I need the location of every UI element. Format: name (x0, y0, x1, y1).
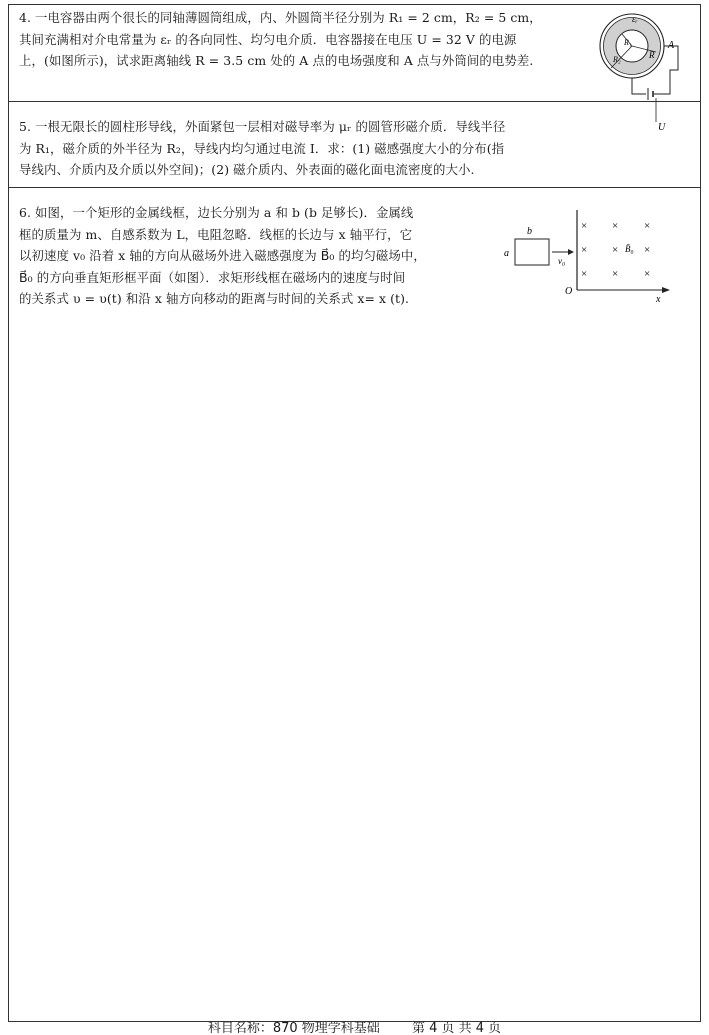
origin-label: O (565, 286, 573, 297)
page-footer (0, 1022, 709, 1035)
velocity-arrowhead (568, 249, 574, 255)
field-b0-label: B̄₀ (625, 244, 634, 254)
field-cross-mark: × (581, 268, 588, 280)
side-a-label: a (504, 248, 509, 259)
side-b-label: b (527, 226, 532, 237)
field-cross-mark: × (581, 220, 588, 232)
field-cross-mark: × (612, 220, 619, 232)
question-4-line: 其间充满相对介电常量为 εᵣ 的各向同性、均匀电介质．电容器接在电压 U = 32 V 的电源 (19, 31, 517, 47)
question-5-line: 5. 一根无限长的圆柱形导线，外面紧包一层相对磁导率为 μᵣ 的圆管形磁介质．导线半径 (19, 119, 506, 134)
field-cross-mark: × (644, 220, 651, 232)
x-axis-arrowhead (662, 287, 670, 293)
r-label: R (649, 50, 655, 60)
field-cross-mark: × (612, 244, 619, 256)
question-6-line: 框的质量为 m、自感系数为 L，电阻忽略．线框的长边与 x 轴平行，它 (19, 226, 413, 242)
subject-name: 科目名称：870 物理学科基础 (207, 1022, 380, 1035)
field-cross-mark: × (612, 268, 619, 280)
velocity-label: v₀ (558, 256, 566, 266)
field-cross-mark: × (644, 268, 651, 280)
r2-label: R₂ (613, 55, 621, 64)
question-4-line: 上，(如图所示)，试求距离轴线 R = 3.5 cm 处的 A 点的电场强度和 A 点与外筒间的电势差. (19, 53, 534, 68)
question-4-text (19, 7, 542, 72)
question-6-line: 以初速度 v₀ 沿着 x 轴的方向从磁场外进入磁感强度为 B⃗₀ 的均匀磁场中， (19, 248, 426, 263)
question-6-line: 6. 如图，一个矩形的金属线框，边长分别为 a 和 b (b 足够长)．金属线 (19, 205, 414, 220)
question-5-line: 为 R₁，磁介质的外半径为 R₂，导线内均匀通过电流 I．求：(1) 磁感强度大小的分布(指 (19, 140, 505, 156)
epsilon-label: εᵣ (632, 14, 638, 24)
question-4-line: 4. 一电容器由两个很长的同轴薄圆筒组成，内、外圆筒半径分别为 R₁ = 2 cm，R₂ = 5 cm， (19, 10, 542, 25)
question-5-line: 导线内、介质内及介质以外空间)；(2) 磁介质内、外表面的磁化面电流密度的大小. (19, 162, 475, 177)
voltage-label: U (658, 122, 666, 133)
divider-q5 (8, 187, 701, 188)
question-6-line: 的关系式 υ = υ(t) 和沿 x 轴方向移动的距离与时间的关系式 x= x (t). (19, 291, 410, 306)
field-cross-mark: × (581, 244, 588, 256)
x-axis-label: x (656, 294, 661, 305)
capacitor-figure (598, 8, 698, 133)
point-a-label: A (668, 40, 675, 51)
wire-frame (515, 239, 549, 265)
question-6-text (19, 202, 426, 310)
question-5-text (19, 116, 505, 181)
question-6-line: B⃗₀ 的方向垂直矩形框平面（如图）．求矩形线框在磁场内的速度与时间 (19, 269, 406, 285)
page-number: 第 4 页 共 4 页 (411, 1022, 502, 1035)
field-cross-mark: × (644, 244, 651, 256)
magnetic-field-figure (496, 206, 676, 306)
r1-label: R₁ (624, 38, 632, 47)
